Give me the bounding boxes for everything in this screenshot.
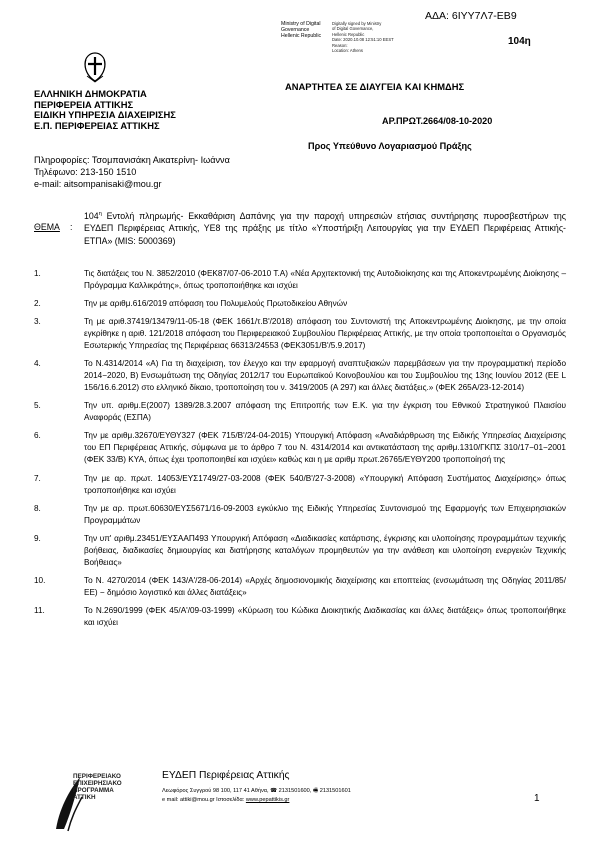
list-item: 8. Την με αρ. πρωτ.60630/ΕΥΣ5671/16-09-2003 εγκύκλιο της Ειδικής Υπηρεσίας Συντονισμού της Εφαρμογής των Επιχειρησιακών Προγραμμάτων xyxy=(34,503,566,525)
list-item: 5. Την υπ. αριθμ.Ε(2007) 1389/28.3.2007 απόφαση της Επιτροπής των Ε.Κ. για την έγκριση του Εθνικού Στρατηγικού Πλαισίου Αναφοράς (ΕΣΠΑ) xyxy=(34,401,566,423)
list-item: 10. Το Ν. 4270/2014 (ΦΕΚ 143/Α'/28-06-2014) «Αρχές δημοσιονομικής διαχείρισης και εποπτείας (ενσωμάτωση της Οδηγίας 2011/85/ΕΕ) − δημόσιο λογιστικό και άλλες διατάξεις» xyxy=(34,575,566,597)
posting-notice: ΑΝΑΡΤΗΤΕΑ ΣΕ ΔΙΑΥΓΕΙΑ ΚΑΙ ΚΗΜΔΗΣ xyxy=(285,81,465,92)
list-item: 4. Το Ν.4314/2014 «Α) Για τη διαχείριση, τον έλεγχο και την εφαρμογή αναπτυξιακών παρεμβάσεων για την προγραμματική περίοδο 2014−2020, Β) Ενσωμάτωση της Οδηγίας 2012/17 του Ευρωπαϊκού Κοινοβουλίου και του Συμβουλίου της 13ης Ιουνίου 2012 (ΕΕ L 156/16.6.2012) στο ελληνικό δίκαιο, τροποποίηση του ν. 3419/2005 (Α 297) και άλλες διατάξεις.» (ΦΕΚ 265Α/23-12-2014) xyxy=(34,359,566,393)
subject-text: $104^\eta$ Εντολή πληρωμής- Εκκαθάριση Δαπάνης για την παροχή υπηρεσιών ετήσιας συντήρησης πυροσβεστήρων της ΕΥΔΕΠ Περιφέρειας Αττικής, ΥΕ8 της πράξης με τίτλο «Υποστήριξη Λειτουργίας για την ΕΥΔΕΠ Περιφέρειας Αττικής- ΕΤΠΑ» (MIS: 5000369) xyxy=(84,210,566,246)
footer-title: ΕΥΔΕΠ Περιφέρειας Αττικής xyxy=(162,770,290,781)
digital-governance-label: Ministry of Digital Governance Hellenic Republic xyxy=(281,21,322,40)
contact-phone: Τηλέφωνο: 213-150 1510 xyxy=(34,167,137,177)
page-number: 1 xyxy=(534,793,540,804)
footer-address: Λεωφόρος Συγγρού 98 100, 117 41 Αθήνα, ☎ 2131501600, 🖷 2131501601 xyxy=(162,788,351,794)
website-link[interactable]: www.pepattikis.gr xyxy=(245,797,290,803)
considerations-list xyxy=(34,268,566,635)
ada-code: ΑΔΑ: 6ΙΥΥ7Λ7-ΕΒ9 xyxy=(425,10,517,22)
recipient: Προς Υπεύθυνο Λογαριασμού Πράξης xyxy=(308,141,472,151)
list-item: 3. Τη με αριθ.37419/13479/11-05-18 (ΦΕΚ 1661/τ.Β'/2018) απόφαση του Συντονιστή της Αποκεντρωμένης Διοίκησης, με την οποία εγκρίθηκε η αριθ. 121/2018 απόφαση του Περιφερειακού Συμβουλίου Περιφέρειας Αττικής, με την οποία τροποποιείται ο Οργανισμός Εσωτερικής Υπηρεσίας της Περιφέρειας 66313/24553 (ΦΕΚ3051/Β'/5.9.2017) xyxy=(34,317,566,351)
government-header: ΕΛΛΗΝΙΚΗ ΔΗΜΟΚΡΑΤΙΑ ΠΕΡΙΦΕΡΕΙΑ ΑΤΤΙΚΗΣ ΕΙΔΙΚΗ ΥΠΗΡΕΣΙΑ ΔΙΑΧΕΙΡΙΣΗΣ Ε.Π. ΠΕΡΙΦΕΡΕΙΑΣ ΑΤΤΙΚΗΣ xyxy=(34,88,176,131)
contact-name: Πληροφορίες: Τσομπανισάκη Αικατερίνη- Ιωάννα xyxy=(34,155,230,165)
contact-email: e-mail: aitsompanisaki@mou.gr xyxy=(34,179,162,189)
list-item: 11. Το Ν.2690/1999 (ΦΕΚ 45/Α'/09-03-1999) «Κύρωση του Κώδικα Διοικητικής Διαδικασίας και άλλες διατάξεις» όπως τροποποιήθηκε και ισχύει xyxy=(34,605,566,627)
list-item: 7. Την με αρ. πρωτ. 14053/ΕΥΣ1749/27-03-2008 (ΦΕΚ 540/Β'/27-3-2008) «Υπουργική Απόφαση Συστήματος Διαχείρισης» όπως τροποποιήθηκε και ισχύει xyxy=(34,473,566,495)
footer-contact: e mail: attiki@mou.gr Ιστοσελίδα: www.pepattikis.gr xyxy=(162,797,290,803)
list-item: 9. Την υπ' αριθμ.23451/ΕΥΣΑΑΠ493 Υπουργική Απόφαση «Διαδικασίες κατάρτισης, έγκρισης και υλοποίησης προγραμμάτων τεχνικής βοήθειας, διαδικασίες δημιουργίας και διατήρησης καταλόγων προμηθευτών για την ανάθεση και υλοποίηση ενεργειών Τεχνικής Βοήθειας» xyxy=(34,533,566,567)
contact-info xyxy=(34,154,230,190)
greek-emblem-icon xyxy=(82,50,108,83)
list-item: 2. Την με αριθμ.616/2019 απόφαση του Πολυμελούς Πρωτοδικείου Αθηνών xyxy=(34,299,348,309)
list-item: 1. Τις διατάξεις του Ν. 3852/2010 (ΦΕΚ87/07-06-2010 Τ.Α) «Νέα Αρχιτεκτονική της Αυτοδιοίκησης και της Αποκεντρωμένης Διοίκησης – Πρόγραμμα Καλλικράτης», όπως τροποποιήθηκε και ισχύει xyxy=(34,269,566,290)
pep-logo-text: ΠΕΡΙΦΕΡΕΙΑΚΟ ΕΠΙΧΕΙΡΗΣΙΑΚΟ ΠΡΟΓΡΑΜΜΑ ΑΤΤΙΚΗ xyxy=(73,773,122,801)
protocol-number: ΑΡ.ΠΡΩΤ.2664/08-10-2020 xyxy=(382,116,493,126)
digital-signature-block: Digitally signed by Ministry of Digital Governance, Hellenic Republic Date: 2020.10.08 12:51:10 EEST Reason: Location: Athens xyxy=(332,21,394,54)
list-item: 6. Την με αριθμ.32670/ΕΥΘΥ327 (ΦΕΚ 715/Β'/24-04-2015) Υπουργική Απόφαση «Αναδιάρθρωση της Ειδικής Υπηρεσίας Διαχείρισης του ΕΠ Περιφέρειας Αττικής, σύμφωνα με το άρθρο 7 του Ν. 4314/2014 και αντικατάσταση της αριθμ.1310/ΓΚΠΣ 310/17−01−2001 (ΦΕΚ 33/Β) ΚΥΑ, όπως έχει τροποποιηθεί και ισχύει» καθώς και η με αριθμ πρωτ.26765/ΕΥΘΥ200 τροποποίησή της xyxy=(34,431,566,465)
subject-colon: : xyxy=(70,222,73,232)
subject-label: ΘΕΜΑ xyxy=(34,222,60,232)
document-number: 104η xyxy=(508,36,531,47)
